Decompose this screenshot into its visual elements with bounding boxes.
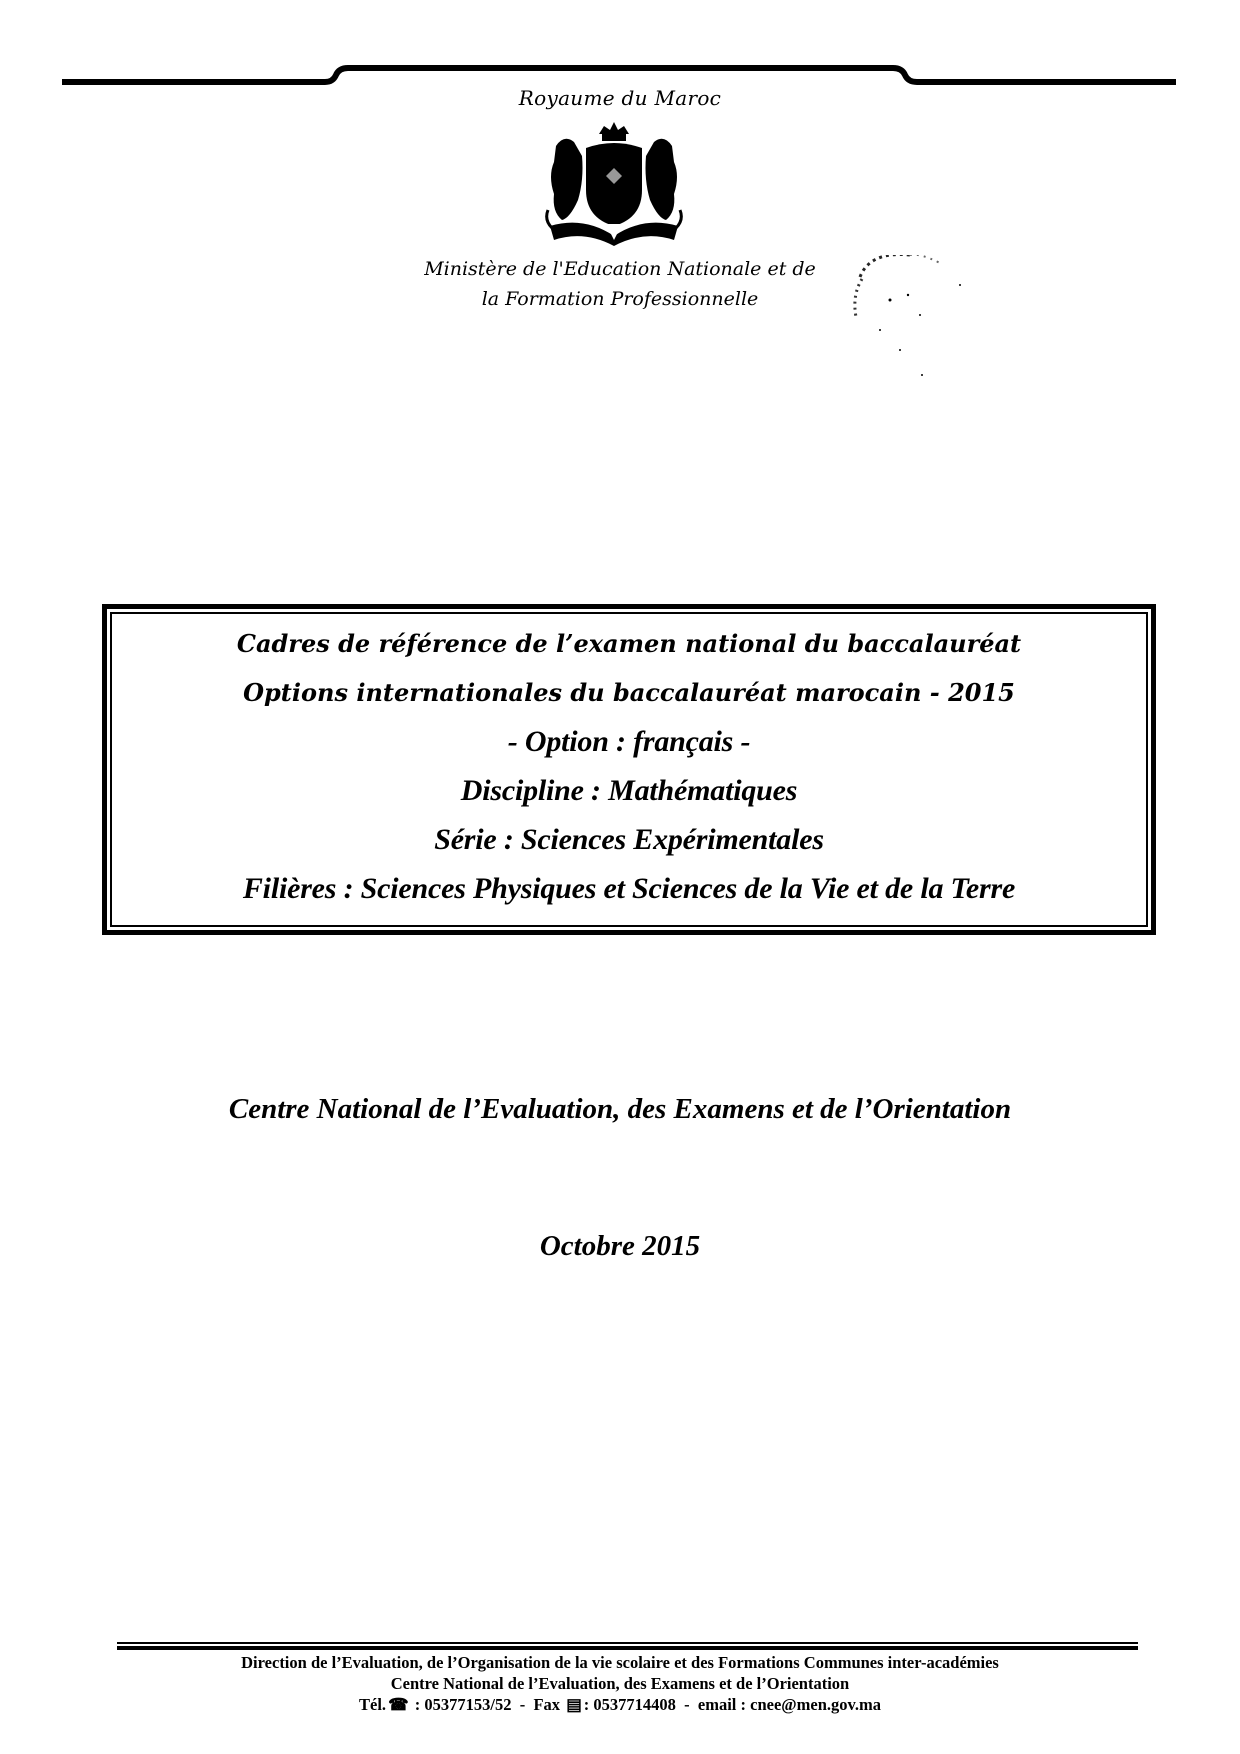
title-line-2: Options internationales du baccalauréat marocain - 2015 [243,678,1015,707]
fax-value: : 0537714408 [583,1695,676,1714]
issuing-centre: Centre National de l’Evaluation, des Examens et de l’Orientation [228,1093,1012,1125]
tel-value: : 05377153/52 [414,1695,512,1714]
fax-label: Fax [533,1695,561,1714]
email-link[interactable]: cnee@men.gov.ma [750,1695,881,1714]
footer-rule [117,1642,1138,1644]
document-title [107,619,1151,913]
publication-date: Octobre 2015 [539,1230,701,1262]
separator: - [684,1695,690,1714]
ministry-name [0,254,1240,314]
footer-directorate: Direction de l’Evaluation, de l’Organisation de la vie scolaire et des Formations Communes inter-académies [241,1653,999,1672]
title-line-option: - Option : français - [507,725,751,758]
footer-centre: Centre National de l’Evaluation, des Examens et de l’Orientation [390,1674,850,1693]
title-line-serie: Série : Sciences Expérimentales [434,823,824,856]
email-label: email : [697,1695,747,1714]
separator: - [519,1695,526,1714]
footer-rule-thick [117,1646,1138,1650]
title-frame [102,604,1156,935]
header-decorative-line [0,0,1240,100]
ministry-line-1: Ministère de l'Education Nationale et de [424,258,816,280]
footer [0,1652,1240,1715]
fax-icon: ▤ [566,1695,582,1714]
title-line-filieres: Filières : Sciences Physiques et Sciences de la Vie et de la Terre [242,872,1016,905]
ministry-line-2: la Formation Professionnelle [481,288,759,310]
phone-icon: ☎ [388,1695,409,1714]
title-line-discipline: Discipline : Mathématiques [460,774,798,807]
stamp-mark [850,255,1050,455]
kingdom-title: Royaume du Maroc [518,86,722,110]
title-line-1: Cadres de référence de l’examen national du baccalauréat [236,629,1022,658]
footer-contact [0,1694,1240,1715]
tel-label: Tél. [359,1695,387,1714]
coat-of-arms-icon [544,120,684,250]
